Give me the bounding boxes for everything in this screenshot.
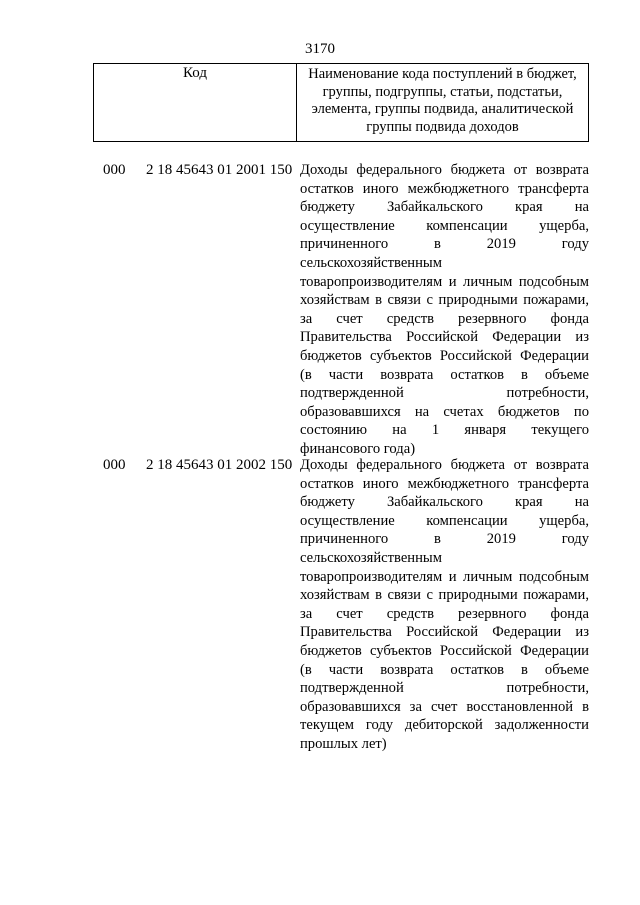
income-code: 2 18 45643 01 2001 150 — [146, 162, 293, 178]
header-name-line: группы подвида доходов — [366, 118, 519, 135]
header-name-line: группы, подгруппы, статьи, подстатьи, — [322, 83, 563, 100]
description-line: Доходы федерального бюджета от возврата — [300, 162, 589, 178]
description-line: осуществление компенсации ущерба, — [300, 217, 589, 234]
description-line: состоянию на 1 января текущего — [300, 422, 589, 439]
description-line: бюджету Забайкальского края на — [300, 494, 589, 511]
description-line: образовавшихся на счетах бюджетов по — [300, 403, 589, 420]
description-line: текущем году дебиторской задолженности — [300, 717, 589, 734]
description-line: Правительства Российской Федерации из — [300, 624, 589, 641]
description-line: Правительства Российской Федерации из — [300, 329, 589, 346]
header-code-label: Код — [183, 65, 207, 81]
income-description — [300, 161, 589, 459]
description-line: подтвержденной потребности, — [300, 385, 589, 402]
description-line: хозяйствам в связи с природными пожарами, — [300, 292, 589, 309]
description-line: остатков иного межбюджетного трансферта — [300, 475, 589, 492]
header-name-cell — [297, 64, 589, 142]
description-line: за счет средств резервного фонда — [300, 605, 589, 622]
header-name-line: элемента, группы подвида, аналитической — [311, 101, 574, 117]
description-line: бюджетов субъектов Российской Федерации — [300, 347, 589, 364]
table-header — [93, 63, 589, 142]
page-number: 3170 — [305, 41, 335, 57]
description-line: товаропроизводителям и личным подсобным — [300, 568, 589, 585]
description-line: подтвержденной потребности, — [300, 680, 589, 697]
description-line: (в части возврата остатков в объеме — [300, 661, 589, 678]
header-code-cell — [94, 64, 297, 142]
description-line: товаропроизводителям и личным подсобным — [300, 273, 589, 290]
description-line: сельскохозяйственным — [300, 549, 442, 566]
description-line: бюджету Забайкальского края на — [300, 199, 589, 216]
income-code: 2 18 45643 01 2002 150 — [146, 457, 293, 473]
description-line: хозяйствам в связи с природными пожарами, — [300, 587, 589, 604]
description-line: сельскохозяйственным — [300, 254, 442, 271]
description-line: бюджетов субъектов Российской Федерации — [300, 642, 589, 659]
description-line: осуществление компенсации ущерба, — [300, 512, 589, 529]
admin-code: 000 — [103, 457, 126, 473]
description-line: (в части возврата остатков в объеме — [300, 366, 589, 383]
description-line: Доходы федерального бюджета от возврата — [300, 457, 589, 473]
description-line: причиненного в 2019 году — [300, 531, 589, 548]
header-name-line: Наименование кода поступлений в бюджет, — [308, 66, 577, 82]
description-line: образовавшихся за счет восстановленной в — [300, 698, 589, 715]
description-line: финансового года) — [300, 440, 416, 457]
description-line: прошлых лет) — [300, 735, 387, 752]
income-description — [300, 456, 589, 754]
description-line: за счет средств резервного фонда — [300, 310, 589, 327]
description-line: причиненного в 2019 году — [300, 236, 589, 253]
description-line: остатков иного межбюджетного трансферта — [300, 180, 589, 197]
admin-code: 000 — [103, 162, 126, 178]
